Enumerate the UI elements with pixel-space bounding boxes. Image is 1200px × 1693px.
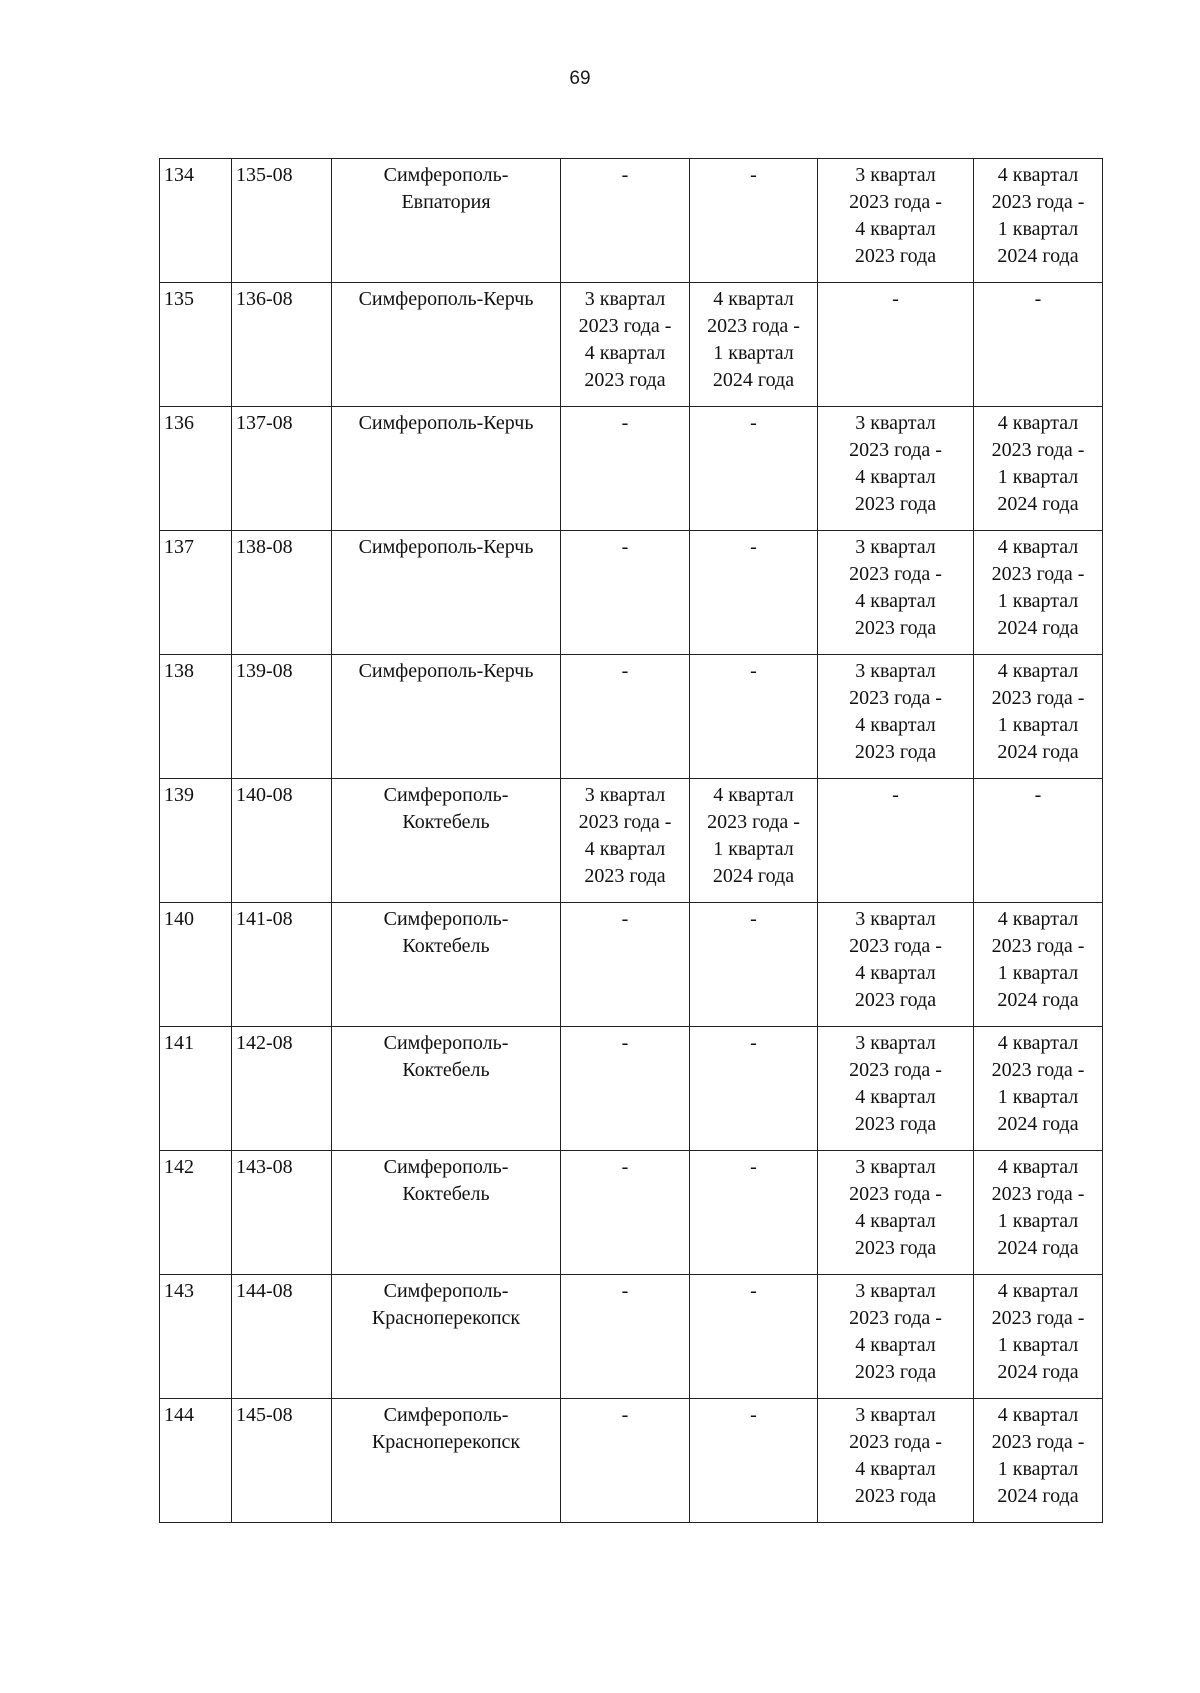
route-code-cell bbox=[232, 779, 332, 903]
row-number-text: 143 bbox=[164, 1280, 194, 1302]
period-3-text: 3 квартал 2023 года - 4 квартал 2023 года bbox=[849, 1156, 942, 1259]
route-name-text: Симферополь- Коктебель bbox=[383, 1156, 509, 1205]
period-1-cell bbox=[561, 655, 690, 779]
route-code-cell bbox=[232, 407, 332, 531]
period-4-text: 4 квартал 2023 года - 1 квартал 2024 года bbox=[991, 1404, 1085, 1507]
row-number-cell bbox=[160, 1399, 232, 1523]
period-2-cell bbox=[690, 407, 818, 531]
row-number-text: 140 bbox=[164, 908, 194, 930]
period-1-cell bbox=[561, 1151, 690, 1275]
row-number-text: 141 bbox=[164, 1032, 194, 1054]
route-name-cell bbox=[332, 283, 561, 407]
route-name-text: Симферополь- Коктебель bbox=[383, 908, 509, 957]
page-number: 69 bbox=[569, 68, 591, 89]
period-4-text: 4 квартал 2023 года - 1 квартал 2024 года bbox=[991, 412, 1085, 515]
period-1-text: - bbox=[621, 412, 629, 434]
period-2-text: - bbox=[750, 536, 757, 558]
route-name-cell bbox=[332, 903, 561, 1027]
period-4-text: 4 квартал 2023 года - 1 квартал 2024 года bbox=[991, 164, 1085, 267]
route-code-cell bbox=[232, 1399, 332, 1523]
period-3-cell bbox=[818, 407, 974, 531]
route-code-text: 145-08 bbox=[236, 1404, 293, 1426]
table-row bbox=[160, 1399, 1103, 1523]
route-name-text: Симферополь- Красноперекопск bbox=[371, 1280, 521, 1329]
period-1-cell bbox=[561, 531, 690, 655]
route-name-text: Симферополь-Керчь bbox=[358, 536, 534, 558]
row-number-cell bbox=[160, 1151, 232, 1275]
route-code-cell bbox=[232, 903, 332, 1027]
period-2-text: - bbox=[750, 1404, 757, 1426]
route-name-cell bbox=[332, 159, 561, 283]
period-2-cell bbox=[690, 655, 818, 779]
route-code-text: 138-08 bbox=[236, 536, 293, 558]
period-4-cell bbox=[974, 655, 1103, 779]
period-3-cell bbox=[818, 779, 974, 903]
period-4-text: 4 квартал 2023 года - 1 квартал 2024 года bbox=[991, 1032, 1085, 1135]
table-row bbox=[160, 283, 1103, 407]
period-3-text: 3 квартал 2023 года - 4 квартал 2023 года bbox=[849, 1280, 942, 1383]
period-3-text: 3 квартал 2023 года - 4 квартал 2023 года bbox=[849, 164, 942, 267]
row-number-cell bbox=[160, 655, 232, 779]
route-name-text: Симферополь- Красноперекопск bbox=[371, 1404, 521, 1453]
period-2-text: - bbox=[750, 908, 757, 930]
table-row bbox=[160, 655, 1103, 779]
period-2-text: - bbox=[750, 1032, 757, 1054]
route-code-cell bbox=[232, 1275, 332, 1399]
route-name-cell bbox=[332, 655, 561, 779]
route-code-text: 144-08 bbox=[236, 1280, 293, 1302]
route-code-cell bbox=[232, 1151, 332, 1275]
period-1-cell bbox=[561, 1275, 690, 1399]
period-1-text: 3 квартал 2023 года - 4 квартал 2023 года bbox=[578, 288, 672, 391]
row-number-text: 138 bbox=[164, 660, 194, 682]
period-1-cell bbox=[561, 1399, 690, 1523]
period-2-text: 4 квартал 2023 года - 1 квартал 2024 года bbox=[707, 288, 800, 391]
period-3-text: 3 квартал 2023 года - 4 квартал 2023 года bbox=[849, 660, 942, 763]
period-4-text: 4 квартал 2023 года - 1 квартал 2024 года bbox=[991, 1280, 1085, 1383]
period-2-cell bbox=[690, 531, 818, 655]
period-1-cell bbox=[561, 283, 690, 407]
route-name-cell bbox=[332, 779, 561, 903]
row-number-text: 144 bbox=[164, 1404, 194, 1426]
period-3-text: 3 квартал 2023 года - 4 квартал 2023 года bbox=[849, 412, 942, 515]
period-4-cell bbox=[974, 903, 1103, 1027]
table-row bbox=[160, 1151, 1103, 1275]
period-1-cell bbox=[561, 159, 690, 283]
period-4-cell bbox=[974, 283, 1103, 407]
period-1-text: 3 квартал 2023 года - 4 квартал 2023 года bbox=[578, 784, 672, 887]
table-row bbox=[160, 1275, 1103, 1399]
route-name-cell bbox=[332, 1275, 561, 1399]
period-2-text: - bbox=[750, 1280, 757, 1302]
period-3-cell bbox=[818, 1151, 974, 1275]
schedule-table-body bbox=[160, 159, 1103, 1523]
period-4-cell bbox=[974, 1027, 1103, 1151]
period-1-text: - bbox=[621, 1032, 629, 1054]
route-name-cell bbox=[332, 1027, 561, 1151]
row-number-cell bbox=[160, 1027, 232, 1151]
period-3-text: 3 квартал 2023 года - 4 квартал 2023 года bbox=[849, 908, 942, 1011]
row-number-text: 135 bbox=[164, 288, 194, 310]
period-2-cell bbox=[690, 1399, 818, 1523]
period-4-text: 4 квартал 2023 года - 1 квартал 2024 года bbox=[991, 1156, 1085, 1259]
period-1-cell bbox=[561, 407, 690, 531]
period-1-text: - bbox=[621, 660, 629, 682]
period-3-cell bbox=[818, 1275, 974, 1399]
period-3-text: 3 квартал 2023 года - 4 квартал 2023 года bbox=[849, 536, 942, 639]
row-number-text: 134 bbox=[164, 164, 194, 186]
period-2-text: - bbox=[750, 660, 757, 682]
period-3-text: 3 квартал 2023 года - 4 квартал 2023 года bbox=[849, 1404, 942, 1507]
period-1-cell bbox=[561, 903, 690, 1027]
row-number-text: 137 bbox=[164, 536, 194, 558]
period-4-text: - bbox=[1034, 784, 1042, 806]
period-2-text: - bbox=[750, 412, 757, 434]
period-1-text: - bbox=[621, 1280, 629, 1302]
row-number-cell bbox=[160, 531, 232, 655]
period-1-cell bbox=[561, 1027, 690, 1151]
period-3-cell bbox=[818, 903, 974, 1027]
period-2-text: 4 квартал 2023 года - 1 квартал 2024 года bbox=[707, 784, 800, 887]
period-2-cell bbox=[690, 159, 818, 283]
route-name-text: Симферополь- Коктебель bbox=[383, 1032, 509, 1081]
period-1-text: - bbox=[621, 536, 629, 558]
route-name-text: Симферополь-Керчь bbox=[358, 412, 534, 434]
route-name-text: Симферополь-Керчь bbox=[358, 288, 534, 310]
period-4-cell bbox=[974, 407, 1103, 531]
period-2-cell bbox=[690, 283, 818, 407]
route-code-cell bbox=[232, 159, 332, 283]
route-name-text: Симферополь- Коктебель bbox=[383, 784, 509, 833]
route-code-text: 143-08 bbox=[236, 1156, 293, 1178]
period-4-text: 4 квартал 2023 года - 1 квартал 2024 года bbox=[991, 908, 1085, 1011]
route-code-text: 139-08 bbox=[236, 660, 293, 682]
period-4-text: 4 квартал 2023 года - 1 квартал 2024 года bbox=[991, 536, 1085, 639]
period-3-cell bbox=[818, 159, 974, 283]
route-name-cell bbox=[332, 407, 561, 531]
row-number-cell bbox=[160, 1275, 232, 1399]
route-code-cell bbox=[232, 531, 332, 655]
period-1-text: - bbox=[621, 1404, 629, 1426]
period-3-cell bbox=[818, 1399, 974, 1523]
period-4-cell bbox=[974, 1151, 1103, 1275]
route-name-cell bbox=[332, 1151, 561, 1275]
period-3-cell bbox=[818, 531, 974, 655]
table-row bbox=[160, 903, 1103, 1027]
route-code-cell bbox=[232, 1027, 332, 1151]
row-number-cell bbox=[160, 283, 232, 407]
period-1-text: - bbox=[621, 1156, 629, 1178]
period-4-cell bbox=[974, 779, 1103, 903]
route-code-text: 137-08 bbox=[236, 412, 293, 434]
table-row bbox=[160, 531, 1103, 655]
row-number-cell bbox=[160, 407, 232, 531]
row-number-text: 142 bbox=[164, 1156, 194, 1178]
period-4-cell bbox=[974, 1399, 1103, 1523]
route-name-cell bbox=[332, 1399, 561, 1523]
period-4-text: - bbox=[1034, 288, 1042, 310]
row-number-cell bbox=[160, 779, 232, 903]
period-2-text: - bbox=[750, 164, 757, 186]
table-row bbox=[160, 159, 1103, 283]
period-1-text: - bbox=[621, 908, 629, 930]
period-3-text: - bbox=[892, 288, 899, 310]
period-4-cell bbox=[974, 159, 1103, 283]
row-number-text: 139 bbox=[164, 784, 194, 806]
route-name-text: Симферополь-Керчь bbox=[358, 660, 534, 682]
route-name-cell bbox=[332, 531, 561, 655]
period-2-cell bbox=[690, 1151, 818, 1275]
period-3-text: - bbox=[892, 784, 899, 806]
period-3-text: 3 квартал 2023 года - 4 квартал 2023 года bbox=[849, 1032, 942, 1135]
period-2-cell bbox=[690, 1027, 818, 1151]
route-code-cell bbox=[232, 655, 332, 779]
period-4-text: 4 квартал 2023 года - 1 квартал 2024 года bbox=[991, 660, 1085, 763]
table-row bbox=[160, 779, 1103, 903]
route-name-text: Симферополь- Евпатория bbox=[383, 164, 509, 213]
route-code-text: 136-08 bbox=[236, 288, 293, 310]
period-1-text: - bbox=[621, 164, 629, 186]
period-2-text: - bbox=[750, 1156, 757, 1178]
period-3-cell bbox=[818, 655, 974, 779]
row-number-text: 136 bbox=[164, 412, 194, 434]
period-1-cell bbox=[561, 779, 690, 903]
route-code-text: 140-08 bbox=[236, 784, 293, 806]
table-row bbox=[160, 1027, 1103, 1151]
table-row bbox=[160, 407, 1103, 531]
route-code-text: 141-08 bbox=[236, 908, 293, 930]
route-code-text: 135-08 bbox=[236, 164, 293, 186]
period-2-cell bbox=[690, 779, 818, 903]
route-code-cell bbox=[232, 283, 332, 407]
period-2-cell bbox=[690, 903, 818, 1027]
route-code-text: 142-08 bbox=[236, 1032, 293, 1054]
schedule-table bbox=[159, 158, 1103, 1523]
period-4-cell bbox=[974, 531, 1103, 655]
period-3-cell bbox=[818, 1027, 974, 1151]
period-2-cell bbox=[690, 1275, 818, 1399]
row-number-cell bbox=[160, 159, 232, 283]
period-3-cell bbox=[818, 283, 974, 407]
period-4-cell bbox=[974, 1275, 1103, 1399]
row-number-cell bbox=[160, 903, 232, 1027]
